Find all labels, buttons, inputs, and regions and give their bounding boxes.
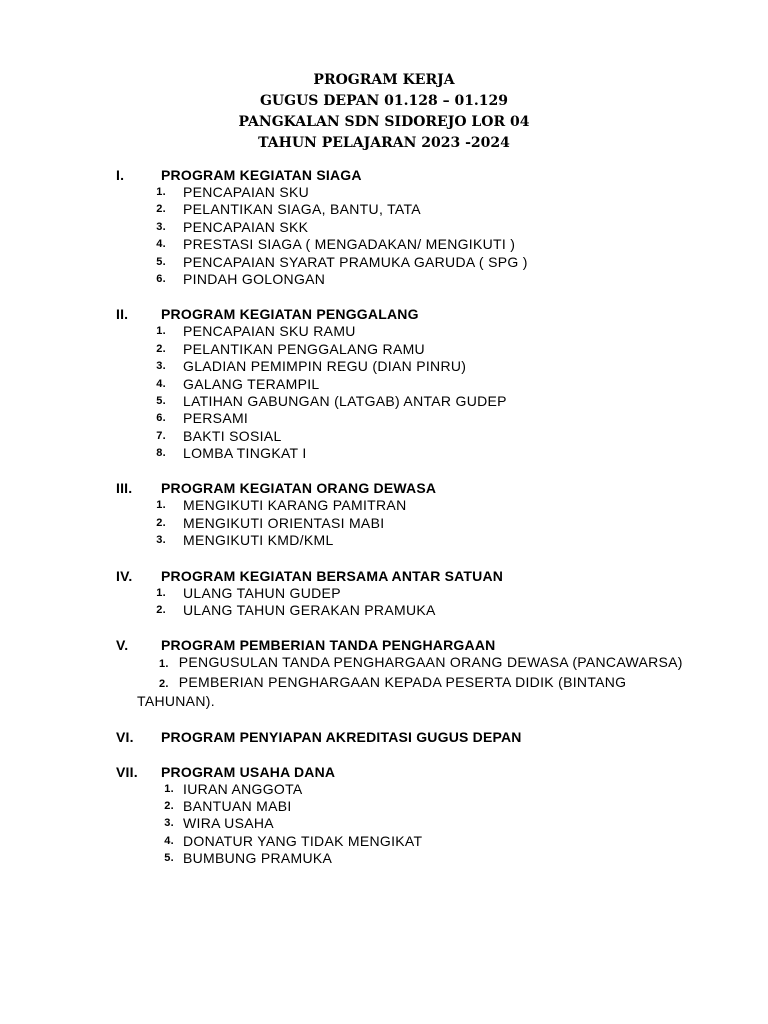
- item-text: PRESTASI SIAGA ( MENGADAKAN/ MENGIKUTI ): [183, 236, 516, 253]
- section-numeral: V.: [116, 637, 129, 654]
- section-heading: PROGRAM PENYIAPAN AKREDITASI GUGUS DEPAN: [161, 728, 522, 745]
- item-text: PEMBERIAN PENGHARGAAN KEPADA PESERTA DIDIK (BINTANG TAHUNAN).: [137, 673, 627, 710]
- list-item: [0, 515, 768, 532]
- section-header: [0, 636, 768, 654]
- section-header: [0, 166, 768, 184]
- section-heading: PROGRAM KEGIATAN ORANG DEWASA: [161, 480, 437, 497]
- item-text: PINDAH GOLONGAN: [183, 270, 326, 287]
- item-number: 3.: [156, 360, 166, 373]
- list-item: [0, 201, 768, 218]
- item-text: ULANG TAHUN GUDEP: [183, 584, 341, 601]
- section-heading: PROGRAM KEGIATAN PENGGALANG: [161, 306, 419, 323]
- item-text: DONATUR YANG TIDAK MENGIKAT: [183, 832, 423, 849]
- item-text: PELANTIKAN SIAGA, BANTU, TATA: [183, 201, 421, 218]
- item-text: MENGIKUTI KARANG PAMITRAN: [183, 497, 407, 514]
- item-text: PERSAMI: [183, 410, 249, 427]
- section-heading: PROGRAM PEMBERIAN TANDA PENGHARGAAN: [161, 637, 496, 654]
- list-item: [0, 410, 768, 427]
- item-number: 7.: [156, 429, 166, 442]
- section-heading: PROGRAM KEGIATAN SIAGA: [161, 167, 362, 183]
- title-line-4: TAHUN PELAJARAN 2023 -2024: [258, 135, 510, 151]
- item-number: 5.: [164, 852, 174, 865]
- item-number: 1.: [156, 186, 166, 198]
- section-numeral: II.: [116, 306, 129, 323]
- item-text: PENCAPAIAN SKU: [183, 184, 310, 200]
- section-header: [0, 479, 768, 497]
- section-usaha-dana: [0, 763, 768, 868]
- item-number: 2.: [156, 203, 166, 216]
- list-item: [0, 850, 768, 867]
- item-number: 2.: [156, 604, 166, 617]
- item-text: PENCAPAIAN SYARAT PRAMUKA GARUDA ( SPG ): [183, 253, 528, 270]
- item-text: LOMBA TINGKAT I: [183, 445, 307, 462]
- item-number: 5.: [156, 394, 166, 407]
- section-heading: PROGRAM USAHA DANA: [161, 763, 336, 780]
- item-text: PENCAPAIAN SKK: [183, 218, 309, 235]
- title-line-1: PROGRAM KERJA: [313, 72, 455, 88]
- list-item: [0, 815, 768, 832]
- item-number: 6.: [156, 412, 166, 425]
- item-number: 1.: [156, 586, 166, 599]
- list-item: [0, 781, 768, 798]
- list-item: [0, 341, 768, 358]
- item-text: PELANTIKAN PENGGALANG RAMU: [183, 340, 425, 357]
- item-number: 5.: [156, 255, 166, 268]
- item-text: GALANG TERAMPIL: [183, 375, 320, 392]
- section-header: [0, 567, 768, 585]
- item-text: PENGUSULAN TANDA PENGHARGAAN ORANG DEWASA (PANCAWARSA): [178, 654, 683, 671]
- list-item: [0, 602, 768, 619]
- item-number: 2.: [164, 800, 174, 813]
- item-text: MENGIKUTI KMD/KML: [183, 532, 334, 549]
- item-number: 4.: [156, 238, 166, 251]
- item-number: 4.: [156, 377, 166, 390]
- list-item: [0, 798, 768, 815]
- program-list: [0, 166, 768, 885]
- section-numeral: I.: [116, 167, 125, 183]
- list-item: [0, 445, 768, 462]
- item-number: 1.: [164, 782, 174, 795]
- item-text: GLADIAN PEMIMPIN REGU (DIAN PINRU): [183, 358, 467, 375]
- list-item: [0, 323, 768, 340]
- item-number: 3.: [156, 534, 166, 547]
- item-number: 6.: [156, 272, 166, 285]
- list-item: [0, 376, 768, 393]
- section-header: [0, 728, 768, 746]
- list-item: [0, 585, 768, 602]
- section-akreditasi: [0, 728, 768, 746]
- item-number: 4.: [164, 834, 174, 847]
- list-item: [0, 428, 768, 445]
- section-numeral: VII.: [116, 763, 138, 780]
- section-heading: PROGRAM KEGIATAN BERSAMA ANTAR SATUAN: [161, 567, 504, 584]
- list-item: [0, 271, 768, 288]
- item-number: 3.: [156, 220, 166, 233]
- list-item: [0, 393, 768, 410]
- list-item: [0, 833, 768, 850]
- item-text: BAKTI SOSIAL: [183, 427, 282, 444]
- item-text: BANTUAN MABI: [183, 798, 292, 815]
- list-item: [0, 219, 768, 236]
- list-item: [0, 236, 768, 253]
- item-number: 1.: [156, 325, 166, 338]
- title-line-2: GUGUS DEPAN 01.128 – 01.129: [259, 93, 509, 109]
- item-text: ULANG TAHUN GERAKAN PRAMUKA: [183, 602, 436, 619]
- section-siaga: [0, 166, 768, 288]
- item-number: 2.: [156, 516, 166, 529]
- section-header: [0, 763, 768, 781]
- section-penggalang: [0, 305, 768, 462]
- list-item: [0, 254, 768, 271]
- item-text: IURAN ANGGOTA: [183, 780, 303, 797]
- list-item: [0, 497, 768, 514]
- list-item: [0, 184, 768, 201]
- section-numeral: IV.: [116, 567, 133, 584]
- section-numeral: VI.: [116, 728, 134, 745]
- item-text: LATIHAN GABUNGAN (LATGAB) ANTAR GUDEP: [183, 392, 507, 409]
- title-line-3: PANGKALAN SDN SIDOREJO LOR 04: [238, 114, 530, 130]
- item-text: BUMBUNG PRAMUKA: [183, 850, 333, 867]
- list-item: [0, 654, 768, 673]
- item-number: 8.: [156, 447, 166, 460]
- list-item: [0, 532, 768, 549]
- section-numeral: III.: [116, 480, 133, 497]
- item-number: 2.: [156, 342, 166, 355]
- item-text: PENCAPAIAN SKU RAMU: [183, 323, 356, 340]
- item-number: 3.: [164, 817, 174, 830]
- list-item: [0, 674, 768, 711]
- item-text: WIRA USAHA: [183, 815, 274, 832]
- section-penghargaan: [0, 636, 768, 710]
- item-number: 1.: [159, 658, 169, 671]
- item-number: 1.: [156, 499, 166, 512]
- item-text: MENGIKUTI ORIENTASI MABI: [183, 514, 385, 531]
- section-antar-satuan: [0, 567, 768, 620]
- item-number: 2.: [159, 677, 169, 690]
- section-orang-dewasa: [0, 479, 768, 549]
- list-item: [0, 358, 768, 375]
- section-header: [0, 305, 768, 323]
- document-title: [0, 70, 768, 154]
